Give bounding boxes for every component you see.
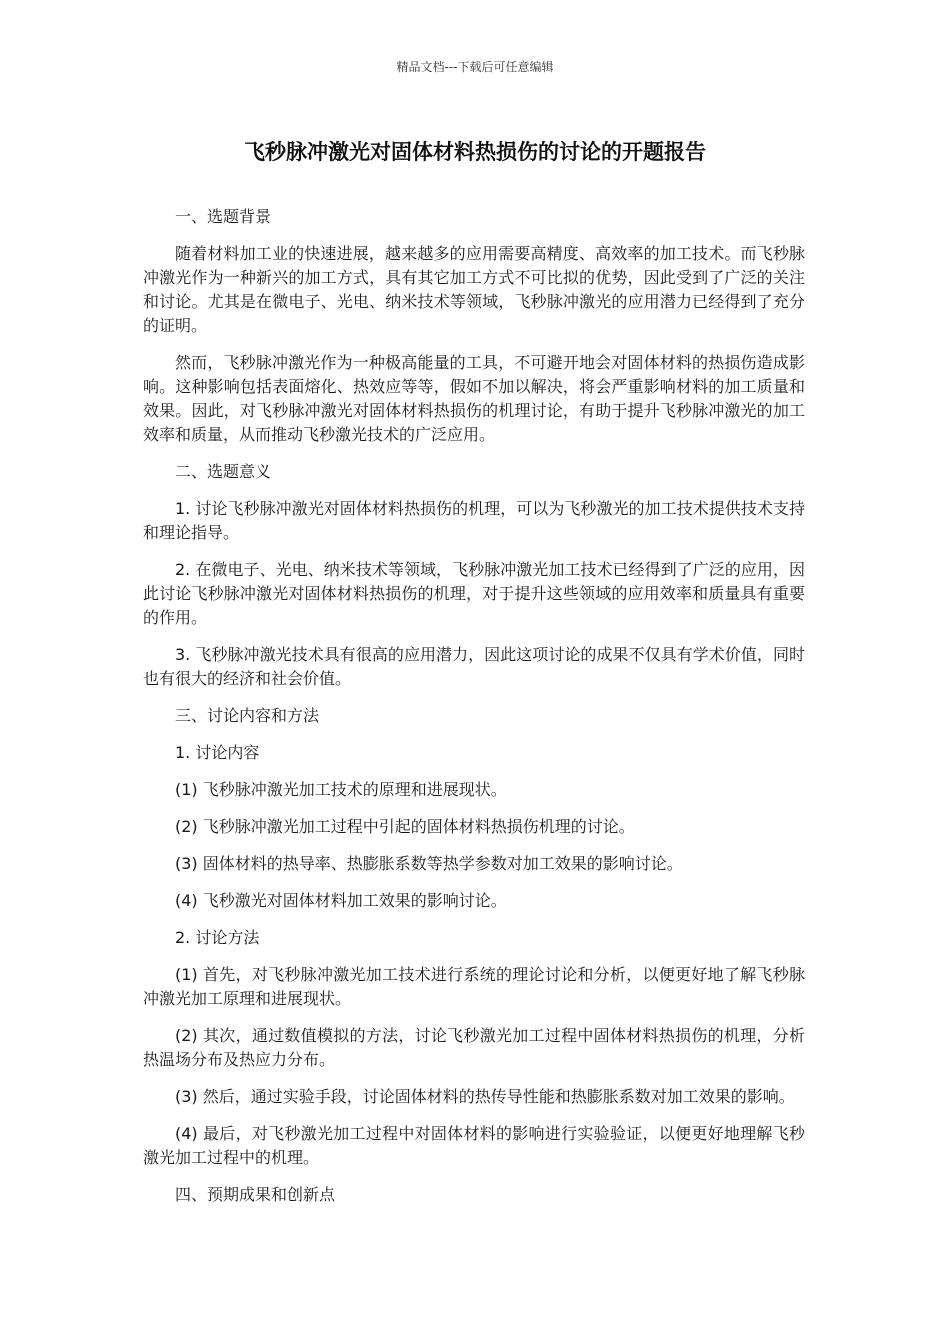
list-item: 3. 飞秒脉冲激光技术具有很高的应用潜力，因此这项讨论的成果不仅具有学术价值，同时也有很大的经济和社会价值。 (143, 645, 805, 688)
document-title: 飞秒脉冲激光对固体材料热损伤的讨论的开题报告 (244, 140, 706, 164)
section-heading-significance: 二、选题意义 (175, 462, 272, 481)
list-item: (4) 最后，对飞秒激光加工过程中对固体材料的影响进行实验验证，以便更好地理解飞秒激光加工过程中的机理。 (143, 1124, 805, 1167)
document-body (143, 205, 805, 1220)
paragraph: 然而，飞秒脉冲激光作为一种极高能量的工具，不可避开地会对固体材料的热损伤造成影响。这种影响包括表面熔化、热效应等等，假如不加以解决，将会严重影响材料的加工质量和效果。因此，对飞秒脉冲激光对固体材料热损伤的机理讨论，有助于提升飞秒脉冲激光的加工效率和质量，从而推动飞秒激光技术的广泛应用。 (143, 353, 805, 444)
list-item: (2) 飞秒脉冲激光加工过程中引起的固体材料热损伤机理的讨论。 (175, 817, 635, 836)
page-header-note: 精品文档---下载后可任意编辑 (396, 60, 554, 74)
subheading-content: 1. 讨论内容 (175, 743, 260, 762)
list-item: (4) 飞秒激光对固体材料加工效果的影响讨论。 (175, 891, 507, 910)
list-item: 1. 讨论飞秒脉冲激光对固体材料热损伤的机理，可以为飞秒激光的加工技术提供技术支持和理论指导。 (143, 499, 805, 542)
section-heading-outcomes: 四、预期成果和创新点 (175, 1185, 336, 1204)
section-heading-content-methods: 三、讨论内容和方法 (175, 706, 320, 725)
list-item: (3) 然后，通过实验手段，讨论固体材料的热传导性能和热膨胀系数对加工效果的影响。 (175, 1087, 795, 1106)
list-item: (2) 其次，通过数值模拟的方法，讨论飞秒激光加工过程中固体材料热损伤的机理，分析热温场分布及热应力分布。 (143, 1026, 805, 1069)
list-item: (1) 飞秒脉冲激光加工技术的原理和进展现状。 (175, 780, 507, 799)
paragraph: 随着材料加工业的快速进展，越来越多的应用需要高精度、高效率的加工技术。而飞秒脉冲激光作为一种新兴的加工方式，具有其它加工方式不可比拟的优势，因此受到了广泛的关注和讨论。尤其是在微电子、光电、纳米技术等领域，飞秒脉冲激光的应用潜力已经得到了充分的证明。 (143, 244, 805, 335)
list-item: 2. 在微电子、光电、纳米技术等领域，飞秒脉冲激光加工技术已经得到了广泛的应用，因此讨论飞秒脉冲激光对固体材料热损伤的机理，对于提升这些领域的应用效率和质量具有重要的作用。 (143, 560, 805, 627)
section-heading-background: 一、选题背景 (175, 207, 272, 226)
subheading-methods: 2. 讨论方法 (175, 928, 260, 947)
list-item: (3) 固体材料的热导率、热膨胀系数等热学参数对加工效果的影响讨论。 (175, 854, 683, 873)
list-item: (1) 首先，对飞秒脉冲激光加工技术进行系统的理论讨论和分析，以便更好地了解飞秒脉冲激光加工原理和进展现状。 (143, 965, 805, 1008)
